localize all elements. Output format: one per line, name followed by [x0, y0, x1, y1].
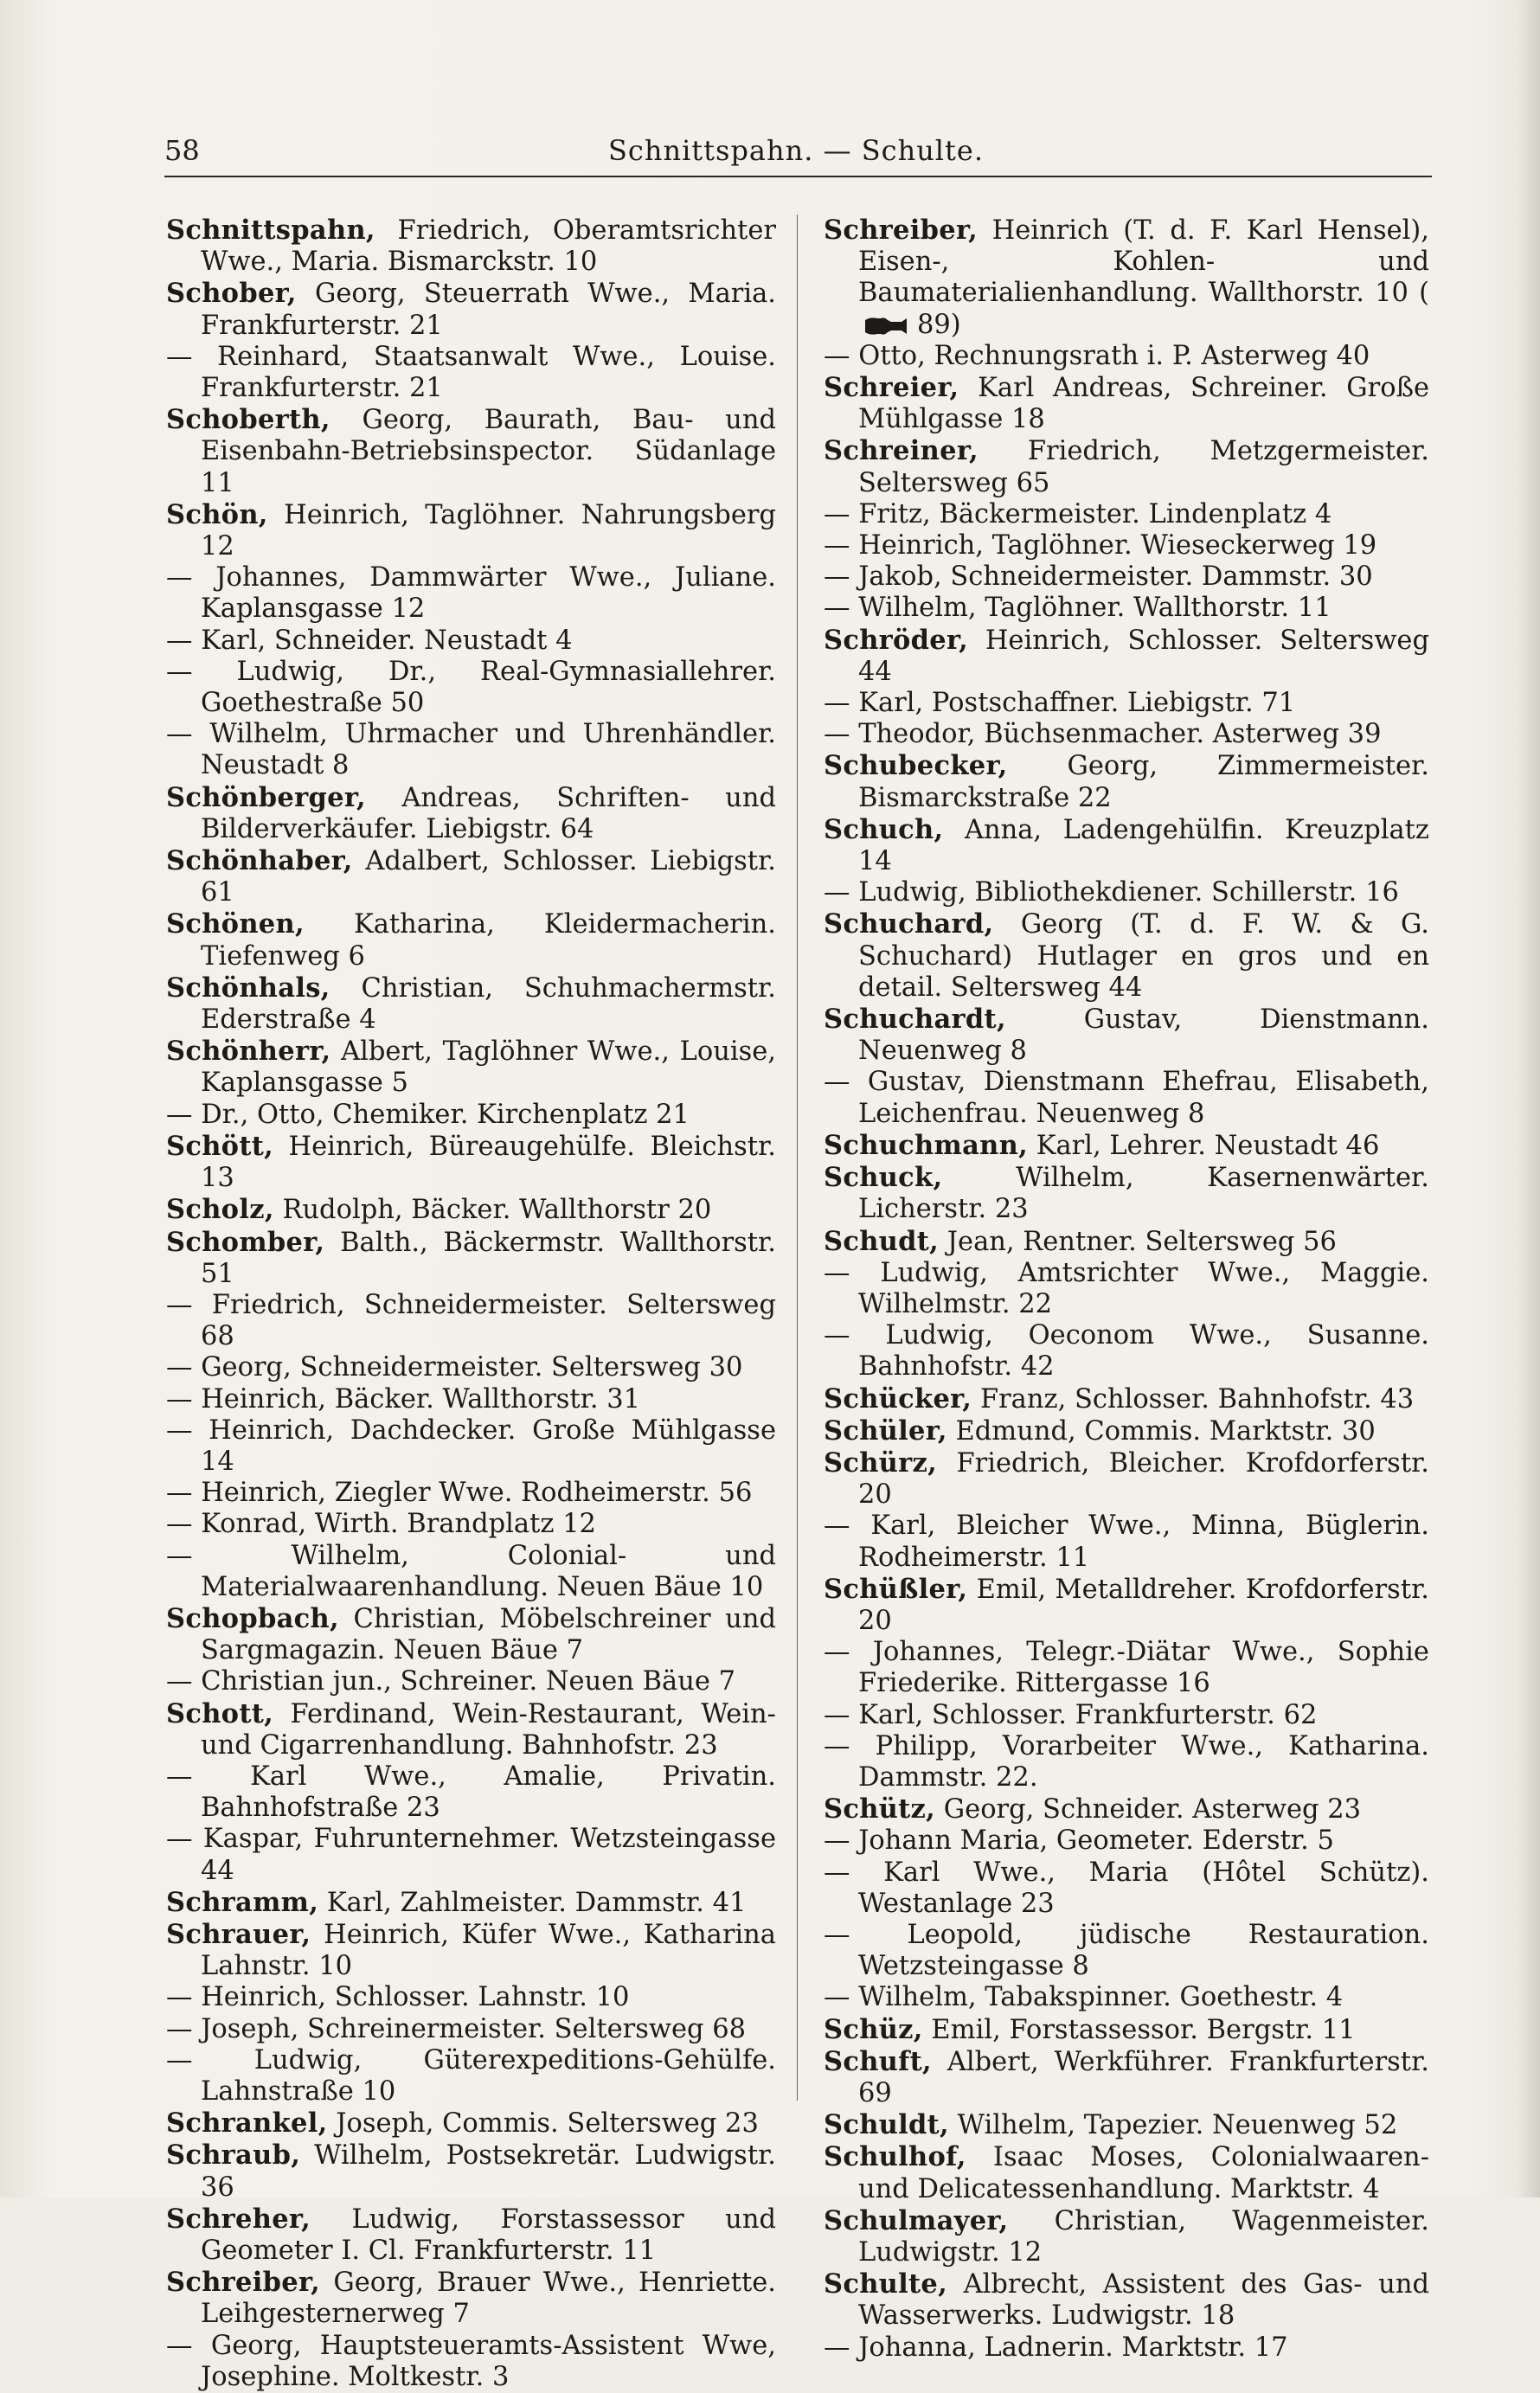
- entry-surname: Schudt,: [824, 1225, 940, 1257]
- entry-text: Balth., Bäckermstr. Wallthorstr. 51: [201, 1227, 776, 1289]
- entry-surname: Schomber,: [166, 1226, 325, 1258]
- directory-entry: [824, 1731, 1429, 1793]
- entry-text: — Philipp, Vorarbeiter Wwe., Katharina. Dammstr. 22.: [824, 1730, 1429, 1793]
- entry-text: Emil, Metalldreher. Krofdorferstr. 20: [858, 1574, 1430, 1636]
- directory-entry: [824, 1130, 1429, 1162]
- directory-entry: [166, 719, 776, 781]
- entry-text: — Ludwig, Oeconom Wwe., Susanne. Bahnhofstr. 42: [824, 1320, 1429, 1383]
- entry-text: Georg, Baurath, Bau- und Eisenbahn-Betriebsinspector. Südanlage 11: [201, 405, 776, 498]
- entry-text: — Heinrich, Dachdecker. Große Mühlgasse 14: [166, 1415, 776, 1477]
- entry-surname: Schreiber,: [824, 215, 979, 246]
- directory-entry: [824, 1574, 1429, 1637]
- directory-entry: [824, 625, 1429, 688]
- entry-text: Gustav, Dienstmann. Neuenweg 8: [858, 1004, 1429, 1067]
- entry-text: — Heinrich, Schlosser. Lahnstr. 10: [166, 1982, 630, 2013]
- entry-surname: Schuchard,: [824, 908, 994, 940]
- entry-surname: Schopbach,: [166, 1602, 339, 1634]
- directory-entry: [824, 561, 1429, 593]
- directory-entry: [824, 719, 1429, 750]
- entry-text: Friedrich, Oberamtsrichter Wwe., Maria. Bismarckstr. 10: [201, 215, 776, 278]
- entry-text: Karl, Lehrer. Neustadt 46: [1036, 1130, 1380, 1161]
- entry-surname: Schulmayer,: [824, 2204, 1009, 2236]
- entry-text: — Georg, Schneidermeister. Seltersweg 30: [166, 1352, 743, 1383]
- entry-surname: Schulhof,: [824, 2141, 966, 2173]
- entry-text: Karl, Zahlmeister. Dammstr. 41: [326, 1887, 747, 1918]
- entry-text: — Karl, Schneider. Neustadt 4: [166, 625, 573, 656]
- directory-entry: [166, 1478, 776, 1509]
- entry-surname: Schönherr,: [166, 1036, 331, 1068]
- entry-text: Friedrich, Metzgermeister. Seltersweg 65: [858, 436, 1429, 498]
- entry-surname: Schreher,: [166, 2203, 311, 2235]
- directory-entry: [824, 2205, 1429, 2268]
- directory-entry: [824, 435, 1429, 498]
- entry-text: Edmund, Commis. Marktstr. 30: [955, 1415, 1376, 1447]
- entry-text: Wilhelm, Tapezier. Neuenweg 52: [957, 2110, 1398, 2141]
- entry-surname: Schuck,: [824, 1162, 943, 1194]
- entry-text: Joseph, Commis. Seltersweg 23: [336, 2108, 759, 2140]
- entry-text: — Johannes, Dammwärter Wwe., Juliane. Kaplansgasse 12: [166, 562, 776, 625]
- entry-surname: Schüz,: [824, 2013, 923, 2045]
- entry-text: — Kaspar, Fuhrunternehmer. Wetzsteingasse 44: [166, 1824, 776, 1886]
- directory-entry: [166, 845, 776, 908]
- directory-entry: [166, 626, 776, 657]
- telephone-icon: [862, 315, 914, 337]
- entry-surname: Schulte,: [824, 2268, 948, 2300]
- entry-text: Georg, Schneider. Asterweg 23: [943, 1794, 1362, 1825]
- directory-entry: [166, 972, 776, 1036]
- running-head: Schnittspahn. — Schulte.: [608, 134, 984, 167]
- directory-entry: [166, 908, 776, 972]
- page-number: 58: [164, 134, 200, 167]
- entry-surname: Schött,: [166, 1130, 274, 1162]
- entry-surname: Schubecker,: [824, 750, 1008, 782]
- entry-text: — Leopold, jüdische Restauration. Wetzsteingasse 8: [824, 1919, 1429, 1982]
- directory-entry: [166, 1603, 776, 1666]
- directory-entry: [824, 2141, 1429, 2204]
- entry-text: — Christian jun., Schreiner. Neuen Bäue 7: [166, 1666, 735, 1697]
- directory-entry: [166, 1131, 776, 1194]
- entry-text: — Johanna, Ladnerin. Marktstr. 17: [824, 2332, 1288, 2363]
- entry-text: — Otto, Rechnungsrath i. P. Asterweg 40: [824, 340, 1370, 371]
- entry-surname: Schütz,: [824, 1793, 936, 1825]
- directory-entry: [824, 593, 1429, 624]
- directory-entry: [824, 2109, 1429, 2141]
- entry-text: — Johannes, Telegr.-Diätar Wwe., Sophie Friederike. Rittergasse 16: [824, 1637, 1429, 1699]
- directory-entry: [166, 1227, 776, 1290]
- entry-surname: Schönhaber,: [166, 845, 353, 877]
- directory-entry: [166, 657, 776, 719]
- entry-text: Georg, Steuerrath Wwe., Maria. Frankfurterstr. 21: [201, 279, 776, 341]
- entry-surname: Schuchmann,: [824, 1129, 1028, 1161]
- directory-entry: [166, 2014, 776, 2045]
- entry-text: Karl Andreas, Schreiner. Große Mühlgasse 18: [858, 373, 1430, 435]
- entry-text: — Heinrich, Taglöhner. Wieseckerweg 19: [824, 530, 1377, 561]
- directory-entry: [166, 1384, 776, 1415]
- entry-text: — Theodor, Büchsenmacher. Asterweg 39: [824, 719, 1382, 750]
- directory-entry: [166, 2331, 776, 2393]
- directory-entry: [824, 877, 1429, 908]
- directory-entry: [824, 530, 1429, 561]
- directory-entry: [824, 1857, 1429, 1920]
- directory-entry: [166, 1698, 776, 1761]
- directory-entry: [824, 688, 1429, 719]
- entry-text: — Wilhelm, Taglöhner. Wallthorstr. 11: [824, 593, 1331, 624]
- directory-entry: [824, 1825, 1429, 1857]
- directory-entry: [824, 2332, 1429, 2364]
- entry-text: Georg, Zimmermeister. Bismarckstraße 22: [858, 751, 1429, 813]
- directory-entry: [824, 1447, 1429, 1511]
- directory-entry: [824, 908, 1429, 1004]
- entry-surname: Schürz,: [824, 1447, 938, 1479]
- entry-surname: Schuchardt,: [824, 1004, 1006, 1036]
- directory-entry: [824, 372, 1429, 435]
- entry-surname: Schuft,: [824, 2045, 932, 2077]
- entry-text: — Reinhard, Staatsanwalt Wwe., Louise. Frankfurterstr. 21: [166, 341, 776, 404]
- entry-text: — Friedrich, Schneidermeister. Seltersweg 68: [166, 1289, 776, 1352]
- entry-text: Ludwig, Forstassessor und Geometer I. Cl. Frankfurterstr. 11: [201, 2204, 776, 2266]
- entry-text: — Dr., Otto, Chemiker. Kirchenplatz 21: [166, 1099, 690, 1130]
- directory-entry: [166, 215, 776, 278]
- entry-text: — Ludwig, Güterexpeditions-Gehülfe. Lahnstraße 10: [166, 2044, 776, 2107]
- entry-text: — Konrad, Wirth. Brandplatz 12: [166, 1509, 596, 1540]
- entry-text: — Wilhelm, Tabakspinner. Goethestr. 4: [824, 1982, 1344, 2013]
- entry-text: — Ludwig, Amtsrichter Wwe., Maggie. Wilhelmstr. 22: [824, 1257, 1429, 1319]
- directory-entry: [166, 499, 776, 562]
- directory-entry: [824, 1226, 1429, 1258]
- directory-entry: [166, 1100, 776, 1131]
- directory-entry: [824, 215, 1429, 341]
- directory-entry: [166, 1194, 776, 1226]
- directory-entry: [166, 1290, 776, 1352]
- directory-entry: [824, 750, 1429, 813]
- entry-surname: Scholz,: [166, 1194, 274, 1226]
- entry-surname: Schober,: [166, 278, 297, 310]
- entry-surname: Schönhals,: [166, 972, 330, 1004]
- column-divider: [797, 215, 798, 2101]
- directory-entry: [824, 1637, 1429, 1699]
- directory-entry: [824, 1258, 1429, 1320]
- directory-entry: [824, 1920, 1429, 1982]
- header-rule: [164, 176, 1432, 177]
- page-edge-shadow: [1518, 0, 1540, 2197]
- directory-entry: [824, 1320, 1429, 1383]
- directory-entry: [166, 1982, 776, 2013]
- entry-text: — Gustav, Dienstmann Ehefrau, Elisabeth, Leichenfrau. Neuenweg 8: [824, 1067, 1429, 1129]
- directory-entry: [166, 1761, 776, 1824]
- entry-text: Georg (T. d. F. W. & G. Schuchard) Hutlager en gros und en detail. Seltersweg 44: [858, 909, 1429, 1003]
- directory-entry: [166, 2045, 776, 2108]
- entry-text: Wilhelm, Kasernenwärter. Licherstr. 23: [858, 1163, 1429, 1225]
- entry-text: Isaac Moses, Colonialwaaren- und Delicatessenhandlung. Marktstr. 4: [858, 2142, 1429, 2204]
- entry-text: Adalbert, Schlosser. Liebigstr. 61: [201, 846, 776, 908]
- entry-text: Georg, Brauer Wwe., Henriette. Leihgesternerweg 7: [201, 2268, 776, 2330]
- entry-text: — Jakob, Schneidermeister. Dammstr. 30: [824, 561, 1373, 593]
- entry-surname: Schrankel,: [166, 2108, 328, 2140]
- entry-surname: Schönberger,: [166, 781, 366, 813]
- entry-text: — Johann Maria, Geometer. Ederstr. 5: [824, 1825, 1334, 1857]
- entry-surname: Schön,: [166, 498, 268, 530]
- entry-text: — Karl Wwe., Amalie, Privatin. Bahnhofstraße 23: [166, 1761, 776, 1824]
- directory-entry: [824, 1511, 1429, 1573]
- entry-text: — Ludwig, Dr., Real-Gymnasiallehrer. Goethestraße 50: [166, 656, 776, 719]
- entry-text: — Wilhelm, Colonial- und Materialwaarenhandlung. Neuen Bäue 10: [166, 1540, 776, 1602]
- entry-text: Heinrich, Taglöhner. Nahrungsberg 12: [201, 499, 776, 562]
- entry-surname: Schoberth,: [166, 404, 330, 436]
- directory-entry: [166, 2267, 776, 2330]
- directory-entry: [824, 1004, 1429, 1067]
- entry-text: Christian, Schuhmachermstr. Ederstraße 4: [201, 972, 776, 1036]
- entry-surname: Schnittspahn,: [166, 215, 375, 246]
- page-header: [164, 134, 1428, 177]
- entry-surname: Schott,: [166, 1697, 274, 1729]
- directory-entry: [166, 1824, 776, 1886]
- entry-text: Heinrich, Küfer Wwe., Katharina Lahnstr. 10: [201, 1919, 776, 1982]
- directory-entry: [824, 2268, 1429, 2332]
- directory-entry: [824, 1793, 1429, 1825]
- entry-surname: Schreiber,: [166, 2267, 321, 2299]
- directory-entry: [166, 1509, 776, 1540]
- directory-entry: [166, 1666, 776, 1697]
- entry-text: — Fritz, Bäckermeister. Lindenplatz 4: [824, 498, 1332, 529]
- entry-text: — Wilhelm, Uhrmacher und Uhrenhändler. Neustadt 8: [166, 719, 776, 781]
- entry-text: — Karl, Bleicher Wwe., Minna, Büglerin. Rodheimerstr. 11: [824, 1511, 1429, 1573]
- directory-entry: [166, 1541, 776, 1603]
- directory-entry: [166, 2140, 776, 2203]
- entry-surname: Schönen,: [166, 908, 305, 940]
- entry-surname: Schramm,: [166, 1886, 319, 1918]
- directory-entry: [166, 2204, 776, 2267]
- entry-surname: Schrauer,: [166, 1918, 311, 1950]
- entry-surname: Schreiner,: [824, 435, 979, 467]
- entry-surname: Schröder,: [824, 624, 969, 656]
- entry-phone-number: 89): [917, 309, 961, 340]
- directory-entry: [824, 341, 1429, 372]
- directory-entry: [166, 1887, 776, 1919]
- directory-entry: [824, 814, 1429, 877]
- entry-text: Heinrich, Büreaugehülfe. Bleichstr. 13: [201, 1131, 776, 1194]
- directory-entry: [824, 1982, 1429, 2013]
- entry-surname: Schücker,: [824, 1383, 972, 1415]
- entry-text: — Joseph, Schreinermeister. Seltersweg 68: [166, 2013, 747, 2044]
- entry-text: Heinrich, Schlosser. Seltersweg 44: [858, 625, 1430, 687]
- entry-text: Jean, Rentner. Seltersweg 56: [946, 1226, 1337, 1257]
- entry-text: Katharina, Kleidermacherin. Tiefenweg 6: [201, 909, 776, 972]
- entry-text: Christian, Möbelschreiner und Sargmagazin. Neuen Bäue 7: [201, 1603, 776, 1666]
- entry-text: — Karl Wwe., Maria (Hôtel Schütz). Westanlage 23: [824, 1857, 1429, 1919]
- entry-surname: Schüßler,: [824, 1573, 968, 1605]
- entry-text: Anna, Ladengehülfin. Kreuzplatz 14: [858, 814, 1430, 877]
- directory-entry: [166, 1352, 776, 1383]
- entry-text: Andreas, Schriften- und Bilderverkäufer. Liebigstr. 64: [201, 782, 776, 844]
- directory-entry: [824, 499, 1429, 530]
- directory-entry: [166, 1036, 776, 1099]
- entry-text: Heinrich (T. d. F. Karl Hensel), Eisen-, Kohlen- und Baumaterialienhandlung. Wallthorstr. 10 (: [858, 215, 1429, 309]
- directory-entry: [166, 562, 776, 625]
- directory-entry: [166, 782, 776, 845]
- entry-text: — Georg, Hauptsteueramts-Assistent Wwe, Josephine. Moltkestr. 3: [166, 2330, 776, 2392]
- directory-entry: [166, 1919, 776, 1982]
- entry-text: Albrecht, Assistent des Gas- und Wasserwerks. Ludwigstr. 18: [858, 2269, 1429, 2332]
- entry-surname: Schraub,: [166, 2140, 301, 2172]
- entry-text: — Heinrich, Ziegler Wwe. Rodheimerstr. 56: [166, 1478, 753, 1509]
- directory-entry: [824, 2046, 1429, 2109]
- entry-text: — Karl, Postschaffner. Liebigstr. 71: [824, 688, 1296, 719]
- entry-text: Franz, Schlosser. Bahnhofstr. 43: [979, 1383, 1415, 1415]
- entry-text: Wilhelm, Postsekretär. Ludwigstr. 36: [201, 2140, 776, 2203]
- right-column: [824, 215, 1430, 2363]
- directory-entry: [824, 1067, 1429, 1129]
- entry-text: Albert, Werkführer. Frankfurterstr. 69: [858, 2046, 1429, 2108]
- entry-surname: Schüler,: [824, 1415, 947, 1447]
- left-column: [166, 215, 776, 2392]
- entry-text: — Heinrich, Bäcker. Wallthorstr. 31: [166, 1383, 641, 1415]
- directory-entry: [166, 1415, 776, 1478]
- entry-text: — Ludwig, Bibliothekdiener. Schillerstr. 16: [824, 877, 1399, 908]
- directory-entry: [824, 1700, 1429, 1731]
- directory-entry: [824, 1383, 1429, 1415]
- directory-entry: [166, 404, 776, 499]
- entry-text: Rudolph, Bäcker. Wallthorstr 20: [282, 1195, 712, 1226]
- entry-surname: Schreier,: [824, 372, 959, 404]
- entry-text: Albert, Taglöhner Wwe., Louise, Kaplansgasse 5: [201, 1036, 776, 1099]
- directory-entry: [824, 2014, 1429, 2046]
- directory-entry: [166, 342, 776, 404]
- entry-surname: Schuldt,: [824, 2109, 949, 2141]
- directory-entry: [824, 1162, 1429, 1225]
- entry-surname: Schuch,: [824, 813, 944, 845]
- entry-text: Christian, Wagenmeister. Ludwigstr. 12: [858, 2205, 1429, 2268]
- directory-entry: [166, 278, 776, 341]
- entry-text: Emil, Forstassessor. Bergstr. 11: [931, 2014, 1356, 2045]
- entry-text: Ferdinand, Wein-Restaurant, Wein- und Cigarrenhandlung. Bahnhofstr. 23: [201, 1698, 776, 1761]
- entry-text: — Karl, Schlosser. Frankfurterstr. 62: [824, 1699, 1318, 1730]
- entry-text: Friedrich, Bleicher. Krofdorferstr. 20: [858, 1447, 1429, 1511]
- directory-entry: [824, 1415, 1429, 1447]
- directory-entry: [166, 2108, 776, 2140]
